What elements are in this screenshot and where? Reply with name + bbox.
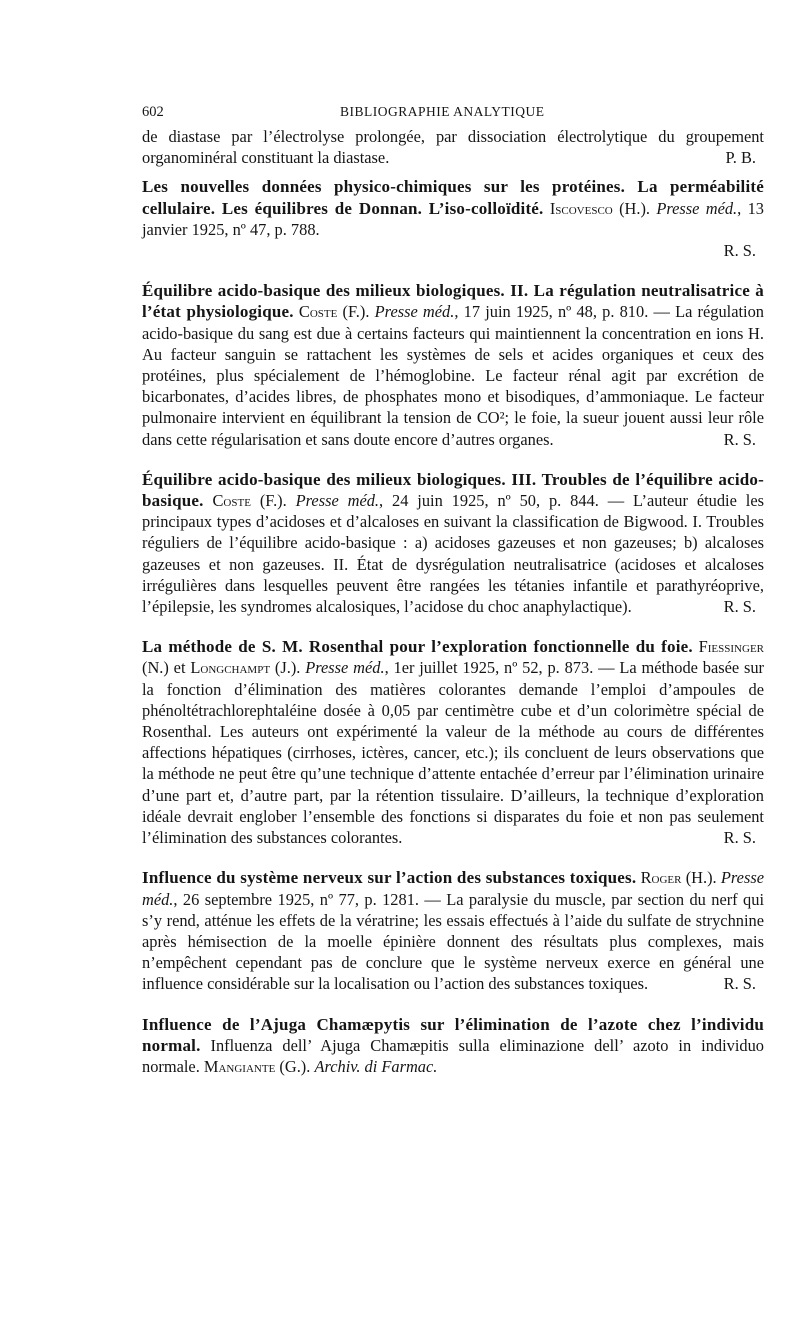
entry-author-initial: (H.). — [681, 868, 721, 888]
entry-title: La méthode de S. M. Rosenthal pour l’exploration fonctionnelle du foie. — [142, 637, 693, 657]
entry-body: — L’auteur étudie les principaux types d’acidoses et d’alcaloses en suivant la classification de Bigwood. I. Troubles réguliers de l’équilibre acido-basique : a) acidoses gazeuses et non gazeuses; b) alcaloses gazeuses et non gazeuses. II. État de dysrégulation neutralisatrice (acidoses et alcaloses irrégulières dans lesquelles peuvent être rangées les tétanies infantile et parathyréoprive, l’épilepsie, les syndromes alcalosiques, l’acidose du choc anaphylactique). — [142, 491, 764, 617]
entry-author-initial: (F.). — [250, 491, 296, 511]
entry-body: — La méthode basée sur la fonction d’élimination des matières colorantes demande l’emploi d’ampoules de phénoltétrachlorephtaléine dosée à 0,05 par centimètre cube et d’un colorimètre spécial de Rosenthal. Les auteurs ont expérimenté la valeur de la méthode au cours de différentes affections hépatiques (cirrhoses, ictères, cancer, etc.); ils concluent de leurs observations que la méthode ne peut être qu’une technique d’attente entachée d’erreur par l’élimination urinaire d’une part et, d’autre part, par la rétention tissulaire. D’ailleurs, la technique d’exploration idéale devrait englober l’ensemble des fonctions si disparates du foie et non pas seulement l’élimination des substances colorantes. — [142, 658, 765, 848]
entry-body: — La paralysie du muscle, par section du nerf qui s’y rend, atténue les effets de la vératrine; les essais effectués à l’aide du sulfate de strychnine après hémisection de la moelle épinière donnent des résultats plus complexes, mais n’empêchent cependant pas de conclure que le système nerveux exerce en général une influence considérable sur la localisation ou l’action des substances toxiques. — [142, 889, 765, 994]
continuation-paragraph — [142, 126, 764, 168]
entry-citation: , 1er juillet 1925, nº 52, p. 873. — [384, 658, 594, 678]
bibliography-entry — [142, 280, 764, 450]
signature: R. S. — [723, 241, 756, 261]
entry-journal: Presse méd. — [374, 302, 455, 322]
entry-journal: Presse méd. — [656, 198, 738, 218]
bibliography-entry — [142, 1014, 764, 1078]
bibliography-entry — [142, 867, 764, 994]
page-header — [142, 104, 764, 126]
entry-citation: , 13 janvier 1925, nº 47, p. 788. — [142, 198, 764, 239]
entry-title: Influence du système nerveux sur l’action des substances toxiques. — [142, 868, 637, 888]
entry-author: Roger — [640, 868, 682, 888]
signature: R. S. — [723, 828, 756, 848]
signature: P. B. — [725, 148, 756, 168]
entry-journal: Presse méd. — [305, 658, 385, 678]
entry-journal: Presse méd. — [142, 868, 764, 909]
entry-title: Influence de l’Ajuga Chamæpytis sur l’élimination de l’azote chez l’individu normal. — [142, 1014, 764, 1055]
entry-author-2: Longchampt — [190, 658, 271, 678]
running-title: BIBLIOGRAPHIE ANALYTIQUE — [340, 104, 545, 119]
entry-title: Équilibre acido-basique des milieux biologiques. III. Troubles de l’équilibre acido-basique. — [142, 469, 764, 511]
signature: R. S. — [723, 974, 756, 994]
entry-author: Coste — [298, 302, 338, 322]
entry-author: Mangiante — [203, 1056, 276, 1076]
entry-author: Iscovesco — [549, 198, 613, 218]
entry-citation: , 24 juin 1925, nº 50, p. 844. — [379, 491, 599, 511]
entry-journal: Presse méd. — [295, 491, 380, 511]
entry-author: Coste — [212, 491, 251, 511]
bibliography-entry — [142, 176, 764, 261]
continuation-text: de diastase par l’électrolyse prolongée, par dissociation électrolytique du groupement organominéral constituant la diastase. — [142, 127, 764, 168]
entry-author: Fiessinger — [698, 637, 764, 657]
bibliography-entry — [142, 469, 764, 617]
entry-author-initial: (H.). — [612, 198, 657, 218]
entry-citation: , 17 juin 1925, nº 48, p. 810. — [454, 302, 649, 322]
entry-author-2-initial: (J.). — [270, 658, 306, 678]
signature: R. S. — [723, 429, 756, 449]
entry-body: — La régulation acido-basique du sang est due à certains facteurs qui maintiennent la concentration en ions H. Au facteur sanguin se rattachent les systèmes de sels et acides organiques et ceux des protéines, plus spécialement de l’hémoglobine. Le facteur rénal agit par excrétion de bicarbonates, d’acides libres, de phosphates mono et bisodiques, d’ammoniaque. Le facteur pulmonaire intervient en équilibrant la tension de CO²; le foie, la sueur jouent aussi leur rôle dans cette régularisation et sans doute encore d’autres organes. — [142, 302, 764, 449]
entry-title: Les nouvelles données physico-chimiques sur les protéines. La perméabilité cellulaire. Les équilibres de Donnan. L’iso-colloïdité. — [142, 177, 764, 218]
document-page — [142, 104, 764, 1077]
entry-italian-title: Influenza dell’ Ajuga Chamæpitis sulla eliminazione dell’ azoto in individuo normale. — [142, 1035, 764, 1076]
page-number: 602 — [142, 104, 164, 120]
entry-journal: Archiv. di Farmac. — [314, 1056, 438, 1076]
bibliography-entry — [142, 636, 764, 848]
entry-author-initial: (N.) et — [142, 658, 191, 678]
entry-title: Équilibre acido-basique des milieux biologiques. II. La régulation neutralisatrice à l’état physiologique. — [142, 281, 764, 322]
entry-author-initial: (G.). — [275, 1056, 315, 1076]
signature: R. S. — [723, 597, 756, 617]
entry-citation: , 26 septembre 1925, nº 77, p. 1281. — [173, 889, 419, 909]
entry-author-initial: (F.). — [337, 302, 375, 322]
